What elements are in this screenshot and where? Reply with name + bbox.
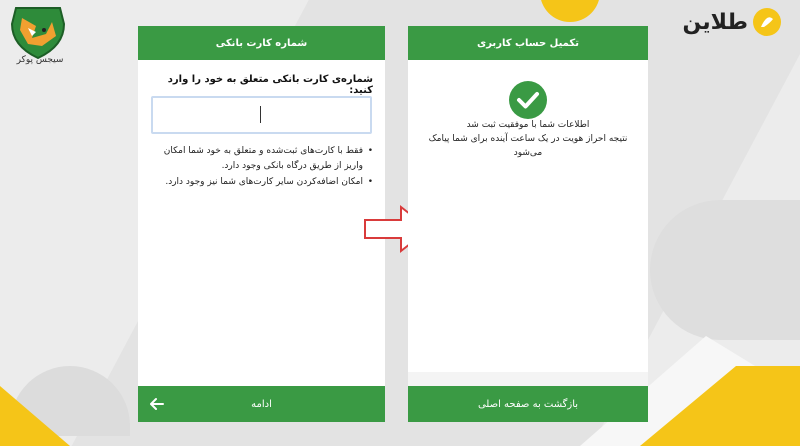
text-cursor	[260, 106, 261, 123]
arrow-left-icon	[150, 397, 164, 411]
background-grey-shape	[650, 200, 800, 340]
brand-mark-icon	[752, 7, 782, 37]
continue-button-label: ادامه	[251, 398, 272, 410]
check-circle-icon	[508, 80, 548, 120]
bank-card-panel-title: شماره کارت بانکی	[138, 26, 385, 60]
card-notes-list	[148, 144, 373, 191]
card-note-item: • امکان اضافه‌کردن سایر کارت‌های شما نیز وجود دارد.	[148, 175, 373, 190]
success-message-line: می‌شود	[513, 148, 543, 158]
site-logo-right	[683, 6, 782, 38]
bank-card-panel	[138, 26, 385, 422]
card-number-prompt: شماره‌ی کارت بانکی متعلق به خود را وارد کنید:	[167, 74, 373, 96]
card-note-item: • فقط با کارت‌های ثبت‌شده و متعلق به خود شما امکان واریز از طریق درگاه بانکی وجود دارد.	[148, 144, 373, 174]
site-logo-left-text: سیجس پوکر	[16, 55, 64, 65]
back-to-home-button-label: بازگشت به صفحه اصلی	[477, 398, 579, 410]
card-number-input[interactable]	[151, 96, 372, 134]
bank-card-panel-body	[138, 60, 385, 386]
back-to-home-button[interactable]	[408, 386, 648, 422]
background-yellow-bottom-left-shape	[0, 386, 70, 446]
complete-account-panel-title: تکمیل حساب کاربری	[408, 26, 648, 60]
success-message-line: اطلاعات شما با موفقیت ثبت شد	[466, 120, 590, 130]
site-logo-right-text: طلاین	[682, 9, 748, 35]
complete-account-panel	[408, 26, 648, 422]
site-logo-left	[6, 4, 70, 78]
panel-bottom-strip	[408, 372, 648, 386]
fox-shield-icon	[6, 4, 70, 60]
continue-button[interactable]	[138, 386, 385, 422]
success-message-line: نتیجه احراز هویت در یک ساعت آینده برای شما پیامک	[428, 134, 628, 144]
complete-account-panel-body	[408, 60, 648, 386]
success-message	[416, 118, 640, 160]
